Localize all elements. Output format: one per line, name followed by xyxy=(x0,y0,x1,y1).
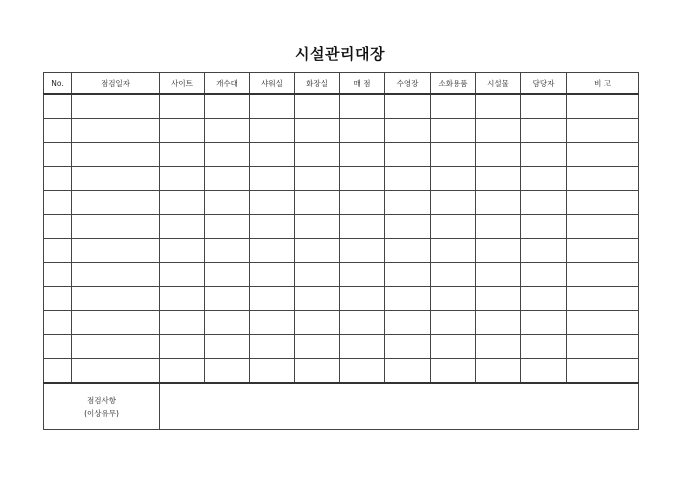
cell-restroom[interactable] xyxy=(295,239,340,263)
cell-store[interactable] xyxy=(340,167,385,191)
remarks-label-cell xyxy=(44,383,160,430)
remarks-value-cell[interactable] xyxy=(160,383,639,430)
cell-shower-room[interactable] xyxy=(250,143,295,167)
cell-restroom[interactable] xyxy=(295,311,340,335)
table-row xyxy=(44,311,639,335)
cell-shower-room[interactable] xyxy=(250,239,295,263)
cell-facilities[interactable] xyxy=(476,94,521,119)
cell-swimming-pool[interactable] xyxy=(385,263,431,287)
table-row xyxy=(44,239,639,263)
cell-swimming-pool[interactable] xyxy=(385,335,431,359)
cell-no[interactable] xyxy=(44,335,72,359)
column-header-store: 매 점 xyxy=(340,73,385,95)
cell-store[interactable] xyxy=(340,143,385,167)
cell-store[interactable] xyxy=(340,191,385,215)
cell-fire-equipment[interactable] xyxy=(431,359,476,384)
table-row xyxy=(44,287,639,311)
table-row xyxy=(44,359,639,384)
cell-store[interactable] xyxy=(340,94,385,119)
cell-no[interactable] xyxy=(44,167,72,191)
cell-fire-equipment[interactable] xyxy=(431,143,476,167)
remarks-sublabel: (이상유무) xyxy=(84,408,119,418)
cell-inspection-date[interactable] xyxy=(72,311,160,335)
cell-site[interactable] xyxy=(160,119,205,143)
cell-swimming-pool[interactable] xyxy=(385,143,431,167)
cell-no[interactable] xyxy=(44,94,72,119)
cell-store[interactable] xyxy=(340,119,385,143)
cell-inspection-date[interactable] xyxy=(72,287,160,311)
cell-sink[interactable] xyxy=(205,94,250,119)
cell-sink[interactable] xyxy=(205,239,250,263)
cell-no[interactable] xyxy=(44,191,72,215)
cell-restroom[interactable] xyxy=(295,263,340,287)
cell-person-in-charge[interactable] xyxy=(521,263,567,287)
cell-restroom[interactable] xyxy=(295,335,340,359)
cell-inspection-date[interactable] xyxy=(72,215,160,239)
cell-person-in-charge[interactable] xyxy=(521,143,567,167)
cell-site[interactable] xyxy=(160,287,205,311)
header-row xyxy=(44,73,639,95)
column-header-inspection-date: 점검일자 xyxy=(72,73,160,95)
cell-notes[interactable] xyxy=(567,191,639,215)
cell-site[interactable] xyxy=(160,167,205,191)
cell-shower-room[interactable] xyxy=(250,335,295,359)
cell-shower-room[interactable] xyxy=(250,167,295,191)
cell-notes[interactable] xyxy=(567,359,639,384)
cell-person-in-charge[interactable] xyxy=(521,119,567,143)
cell-swimming-pool[interactable] xyxy=(385,359,431,384)
cell-site[interactable] xyxy=(160,191,205,215)
cell-inspection-date[interactable] xyxy=(72,119,160,143)
cell-fire-equipment[interactable] xyxy=(431,119,476,143)
cell-facilities[interactable] xyxy=(476,359,521,384)
cell-person-in-charge[interactable] xyxy=(521,311,567,335)
cell-store[interactable] xyxy=(340,335,385,359)
cell-store[interactable] xyxy=(340,215,385,239)
column-header-restroom: 화장실 xyxy=(295,73,340,95)
cell-notes[interactable] xyxy=(567,287,639,311)
cell-shower-room[interactable] xyxy=(250,311,295,335)
cell-inspection-date[interactable] xyxy=(72,191,160,215)
table-row xyxy=(44,191,639,215)
table-row xyxy=(44,167,639,191)
cell-person-in-charge[interactable] xyxy=(521,359,567,384)
cell-notes[interactable] xyxy=(567,263,639,287)
cell-notes[interactable] xyxy=(567,215,639,239)
cell-site[interactable] xyxy=(160,263,205,287)
cell-restroom[interactable] xyxy=(295,94,340,119)
facility-ledger-table xyxy=(43,72,639,430)
cell-swimming-pool[interactable] xyxy=(385,167,431,191)
cell-sink[interactable] xyxy=(205,215,250,239)
cell-swimming-pool[interactable] xyxy=(385,191,431,215)
cell-restroom[interactable] xyxy=(295,191,340,215)
page-title: 시설관리대장 xyxy=(295,45,385,63)
cell-notes[interactable] xyxy=(567,335,639,359)
cell-fire-equipment[interactable] xyxy=(431,239,476,263)
cell-facilities[interactable] xyxy=(476,215,521,239)
cell-no[interactable] xyxy=(44,119,72,143)
column-header-facilities: 시설물 xyxy=(476,73,521,95)
cell-notes[interactable] xyxy=(567,167,639,191)
cell-notes[interactable] xyxy=(567,239,639,263)
cell-store[interactable] xyxy=(340,359,385,384)
column-header-person-in-charge: 담당자 xyxy=(521,73,567,95)
cell-site[interactable] xyxy=(160,215,205,239)
cell-inspection-date[interactable] xyxy=(72,143,160,167)
cell-notes[interactable] xyxy=(567,143,639,167)
cell-shower-room[interactable] xyxy=(250,215,295,239)
cell-restroom[interactable] xyxy=(295,215,340,239)
cell-shower-room[interactable] xyxy=(250,191,295,215)
cell-fire-equipment[interactable] xyxy=(431,191,476,215)
cell-person-in-charge[interactable] xyxy=(521,94,567,119)
cell-store[interactable] xyxy=(340,239,385,263)
column-header-sink: 개수대 xyxy=(205,73,250,95)
cell-inspection-date[interactable] xyxy=(72,239,160,263)
cell-sink[interactable] xyxy=(205,359,250,384)
cell-sink[interactable] xyxy=(205,287,250,311)
cell-facilities[interactable] xyxy=(476,263,521,287)
cell-fire-equipment[interactable] xyxy=(431,215,476,239)
cell-inspection-date[interactable] xyxy=(72,167,160,191)
cell-site[interactable] xyxy=(160,335,205,359)
cell-person-in-charge[interactable] xyxy=(521,167,567,191)
cell-facilities[interactable] xyxy=(476,143,521,167)
cell-facilities[interactable] xyxy=(476,119,521,143)
cell-store[interactable] xyxy=(340,263,385,287)
cell-site[interactable] xyxy=(160,94,205,119)
cell-person-in-charge[interactable] xyxy=(521,191,567,215)
cell-inspection-date[interactable] xyxy=(72,94,160,119)
remarks-label: 점검사항 xyxy=(87,395,116,405)
cell-shower-room[interactable] xyxy=(250,359,295,384)
cell-fire-equipment[interactable] xyxy=(431,287,476,311)
cell-sink[interactable] xyxy=(205,263,250,287)
cell-swimming-pool[interactable] xyxy=(385,311,431,335)
table-row xyxy=(44,335,639,359)
cell-fire-equipment[interactable] xyxy=(431,263,476,287)
cell-fire-equipment[interactable] xyxy=(431,167,476,191)
cell-site[interactable] xyxy=(160,359,205,384)
cell-site[interactable] xyxy=(160,311,205,335)
column-header-site: 사이트 xyxy=(160,73,205,95)
cell-swimming-pool[interactable] xyxy=(385,119,431,143)
cell-restroom[interactable] xyxy=(295,119,340,143)
cell-no[interactable] xyxy=(44,263,72,287)
cell-sink[interactable] xyxy=(205,143,250,167)
cell-no[interactable] xyxy=(44,287,72,311)
table-row xyxy=(44,119,639,143)
cell-sink[interactable] xyxy=(205,167,250,191)
column-header-shower-room: 샤워실 xyxy=(250,73,295,95)
cell-inspection-date[interactable] xyxy=(72,263,160,287)
column-header-no: No. xyxy=(44,73,72,95)
cell-person-in-charge[interactable] xyxy=(521,215,567,239)
table-row xyxy=(44,94,639,119)
cell-sink[interactable] xyxy=(205,119,250,143)
column-header-notes: 비 고 xyxy=(567,73,639,95)
cell-shower-room[interactable] xyxy=(250,94,295,119)
cell-inspection-date[interactable] xyxy=(72,359,160,384)
cell-no[interactable] xyxy=(44,239,72,263)
cell-facilities[interactable] xyxy=(476,311,521,335)
remarks-row xyxy=(44,383,639,430)
column-header-swimming-pool: 수영장 xyxy=(385,73,431,95)
cell-no[interactable] xyxy=(44,311,72,335)
cell-swimming-pool[interactable] xyxy=(385,287,431,311)
cell-fire-equipment[interactable] xyxy=(431,335,476,359)
cell-person-in-charge[interactable] xyxy=(521,287,567,311)
cell-facilities[interactable] xyxy=(476,167,521,191)
cell-no[interactable] xyxy=(44,215,72,239)
cell-site[interactable] xyxy=(160,239,205,263)
cell-person-in-charge[interactable] xyxy=(521,335,567,359)
cell-facilities[interactable] xyxy=(476,191,521,215)
cell-no[interactable] xyxy=(44,143,72,167)
cell-shower-room[interactable] xyxy=(250,119,295,143)
cell-no[interactable] xyxy=(44,359,72,384)
table-row xyxy=(44,143,639,167)
cell-fire-equipment[interactable] xyxy=(431,311,476,335)
cell-sink[interactable] xyxy=(205,335,250,359)
cell-facilities[interactable] xyxy=(476,287,521,311)
cell-swimming-pool[interactable] xyxy=(385,215,431,239)
cell-person-in-charge[interactable] xyxy=(521,239,567,263)
cell-sink[interactable] xyxy=(205,191,250,215)
cell-notes[interactable] xyxy=(567,119,639,143)
cell-notes[interactable] xyxy=(567,94,639,119)
column-header-fire-equipment: 소화용품 xyxy=(431,73,476,95)
cell-restroom[interactable] xyxy=(295,287,340,311)
cell-swimming-pool[interactable] xyxy=(385,239,431,263)
cell-sink[interactable] xyxy=(205,311,250,335)
cell-shower-room[interactable] xyxy=(250,263,295,287)
cell-store[interactable] xyxy=(340,311,385,335)
cell-restroom[interactable] xyxy=(295,359,340,384)
cell-store[interactable] xyxy=(340,287,385,311)
cell-notes[interactable] xyxy=(567,311,639,335)
cell-swimming-pool[interactable] xyxy=(385,94,431,119)
cell-facilities[interactable] xyxy=(476,239,521,263)
cell-site[interactable] xyxy=(160,143,205,167)
cell-restroom[interactable] xyxy=(295,167,340,191)
cell-shower-room[interactable] xyxy=(250,287,295,311)
cell-inspection-date[interactable] xyxy=(72,335,160,359)
table-row xyxy=(44,263,639,287)
cell-fire-equipment[interactable] xyxy=(431,94,476,119)
table-row xyxy=(44,215,639,239)
cell-facilities[interactable] xyxy=(476,335,521,359)
cell-restroom[interactable] xyxy=(295,143,340,167)
